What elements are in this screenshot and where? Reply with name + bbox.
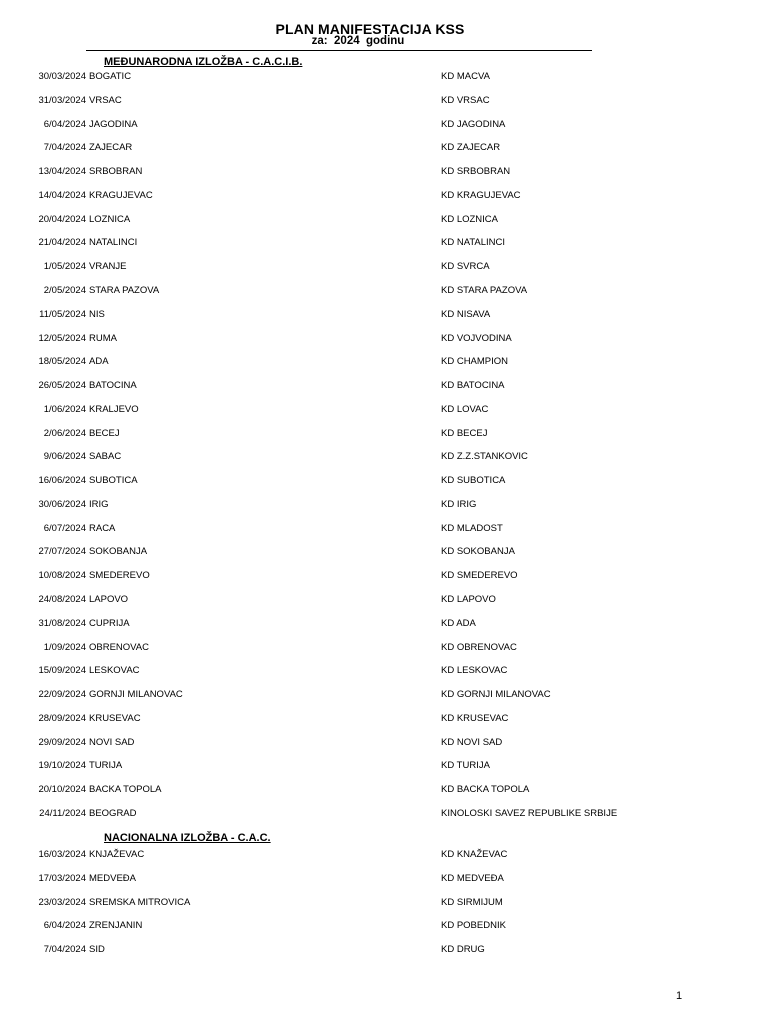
event-city: NOVI SAD	[89, 736, 135, 748]
event-city: ZRENJANIN	[89, 920, 143, 932]
organizing-club: KD NISAVA	[441, 308, 491, 320]
event-date: 24/11/2024	[39, 807, 86, 819]
event-date: 6/07/2024	[43, 522, 86, 534]
event-city: STARA PAZOVA	[89, 284, 160, 296]
organizing-club: KD BATOCINA	[441, 380, 505, 391]
event-city: TURIJA	[89, 760, 123, 772]
event-city: NIS	[89, 308, 105, 320]
event-date: 14/04/2024	[38, 189, 86, 201]
schedule-row	[0, 896, 768, 910]
page-number: 1	[676, 990, 683, 1002]
schedule-row	[0, 284, 768, 298]
schedule-row	[0, 70, 768, 84]
event-city: NATALINCI	[89, 237, 138, 249]
event-date: 11/05/2024	[39, 308, 86, 320]
schedule-row	[0, 617, 768, 631]
schedule-row	[0, 712, 768, 726]
schedule-row	[0, 848, 768, 862]
schedule-row	[0, 355, 768, 369]
section-heading: NACIONALNA IZLOŽBA - C.A.C.	[104, 832, 271, 844]
organizing-club: KD CHAMPION	[441, 356, 509, 368]
event-city: KNJAŽEVAC	[89, 849, 145, 860]
event-city: LESKOVAC	[89, 665, 140, 677]
event-date: 6/04/2024	[43, 920, 86, 932]
event-date: 28/09/2024	[38, 712, 86, 724]
schedule-row	[0, 593, 768, 607]
schedule-row	[0, 872, 768, 886]
organizing-club: KD KRAGUJEVAC	[441, 189, 521, 201]
organizing-club: KD LOZNICA	[441, 213, 499, 225]
event-city: BACKA TOPOLA	[89, 784, 162, 796]
event-city: BEOGRAD	[89, 807, 137, 819]
schedule-row	[0, 919, 768, 933]
event-date: 16/06/2024	[38, 475, 86, 487]
organizing-club: KD SRBOBRAN	[441, 166, 511, 178]
schedule-row	[0, 522, 768, 536]
schedule-row	[0, 545, 768, 559]
organizing-club: KD KRUSEVAC	[441, 712, 509, 724]
event-date: 24/08/2024	[38, 593, 86, 605]
title-underline-rule	[86, 50, 592, 51]
organizing-club: KD DRUG	[441, 944, 485, 956]
event-city: MEDVEĐA	[89, 872, 136, 884]
schedule-row	[0, 141, 768, 155]
event-city: BATOCINA	[89, 380, 137, 391]
schedule-row	[0, 943, 768, 957]
organizing-club: KD SVRCA	[441, 261, 490, 273]
event-date: 26/05/2024	[38, 380, 86, 391]
event-date: 1/09/2024	[43, 641, 86, 653]
organizing-club: KD OBRENOVAC	[441, 641, 517, 653]
schedule-row	[0, 807, 768, 821]
event-date: 16/03/2024	[38, 849, 86, 860]
document-title: PLAN MANIFESTACIJA KSS	[275, 21, 465, 37]
event-date: 18/05/2024	[38, 356, 86, 368]
organizing-club: KD VOJVODINA	[441, 332, 512, 344]
event-date: 2/05/2024	[43, 284, 86, 296]
event-city: SUBOTICA	[89, 475, 138, 487]
event-date: 21/04/2024	[38, 237, 86, 249]
organizing-club: KD LOVAC	[441, 403, 489, 415]
schedule-row	[0, 664, 768, 678]
schedule-row	[0, 260, 768, 274]
event-date: 30/06/2024	[38, 498, 86, 510]
organizing-club: KD GORNJI MILANOVAC	[441, 689, 551, 700]
event-city: SMEDEREVO	[89, 570, 150, 582]
event-city: LOZNICA	[89, 213, 131, 225]
organizing-club: KD IRIG	[441, 498, 477, 510]
organizing-club: KD SIRMIJUM	[441, 896, 503, 908]
event-date: 30/03/2024	[38, 71, 86, 82]
event-city: LAPOVO	[89, 593, 129, 605]
schedule-row	[0, 641, 768, 655]
event-city: SREMSKA MITROVICA	[89, 896, 191, 908]
schedule-row	[0, 189, 768, 203]
schedule-row	[0, 403, 768, 417]
event-date: 20/04/2024	[38, 213, 86, 225]
schedule-row	[0, 688, 768, 702]
event-date: 20/10/2024	[38, 784, 86, 796]
section-heading: MEĐUNARODNA IZLOŽBA - C.A.C.I.B.	[104, 56, 303, 68]
event-date: 15/09/2024	[38, 665, 86, 677]
event-date: 1/06/2024	[43, 403, 86, 415]
organizing-club: KD ADA	[441, 617, 476, 629]
organizing-club: KD BACKA TOPOLA	[441, 784, 530, 796]
organizing-club: KD ZAJECAR	[441, 142, 501, 154]
organizing-club: KINOLOSKI SAVEZ REPUBLIKE SRBIJE	[441, 807, 618, 819]
organizing-club: KD Z.Z.STANKOVIC	[441, 451, 528, 463]
event-date: 12/05/2024	[38, 332, 86, 344]
organizing-club: KD VRSAC	[441, 94, 490, 106]
organizing-club: KD STARA PAZOVA	[441, 284, 528, 296]
event-date: 17/03/2024	[38, 872, 86, 884]
organizing-club: KD MEDVEĐA	[441, 872, 504, 884]
event-city: ADA	[89, 356, 109, 368]
event-city: RACA	[89, 522, 116, 534]
event-date: 31/03/2024	[38, 94, 86, 106]
event-date: 1/05/2024	[43, 261, 86, 273]
schedule-row	[0, 498, 768, 512]
event-city: SOKOBANJA	[89, 546, 148, 558]
event-city: SID	[89, 944, 105, 956]
organizing-club: KD POBEDNIK	[441, 920, 506, 932]
document-subtitle: za: 2024 godinu	[311, 35, 405, 47]
organizing-club: KD SOKOBANJA	[441, 546, 515, 558]
schedule-row	[0, 736, 768, 750]
schedule-row	[0, 569, 768, 583]
event-city: ZAJECAR	[89, 142, 133, 154]
organizing-club: KD KNAŽEVAC	[441, 849, 508, 860]
event-date: 7/04/2024	[43, 142, 86, 154]
event-city: JAGODINA	[89, 118, 138, 130]
schedule-row	[0, 94, 768, 108]
event-date: 7/04/2024	[43, 944, 86, 956]
organizing-club: KD BECEJ	[441, 427, 488, 439]
event-date: 19/10/2024	[38, 760, 86, 772]
event-city: BOGATIC	[89, 71, 132, 82]
organizing-club: KD LESKOVAC	[441, 665, 508, 677]
schedule-row	[0, 118, 768, 132]
organizing-club: KD NOVI SAD	[441, 736, 503, 748]
event-date: 22/09/2024	[38, 689, 86, 700]
organizing-club: KD SUBOTICA	[441, 475, 506, 487]
event-city: KRALJEVO	[89, 403, 139, 415]
event-city: SABAC	[89, 451, 122, 463]
event-date: 9/06/2024	[43, 451, 86, 463]
schedule-row	[0, 379, 768, 393]
event-date: 29/09/2024	[38, 736, 86, 748]
schedule-row	[0, 165, 768, 179]
schedule-row	[0, 759, 768, 773]
schedule-row	[0, 332, 768, 346]
organizing-club: KD NATALINCI	[441, 237, 506, 249]
organizing-club: KD LAPOVO	[441, 593, 496, 605]
organizing-club: KD MLADOST	[441, 522, 503, 534]
event-city: KRAGUJEVAC	[89, 189, 153, 201]
event-date: 31/08/2024	[38, 617, 86, 629]
organizing-club: KD JAGODINA	[441, 118, 506, 130]
event-city: CUPRIJA	[89, 617, 130, 629]
schedule-row	[0, 783, 768, 797]
event-date: 13/04/2024	[38, 166, 86, 178]
schedule-row	[0, 474, 768, 488]
event-city: VRSAC	[89, 94, 122, 106]
event-city: GORNJI MILANOVAC	[89, 689, 183, 700]
event-city: KRUSEVAC	[89, 712, 141, 724]
schedule-row	[0, 236, 768, 250]
event-city: OBRENOVAC	[89, 641, 150, 653]
schedule-row	[0, 213, 768, 227]
event-date: 6/04/2024	[43, 118, 86, 130]
event-city: BECEJ	[89, 427, 120, 439]
organizing-club: KD MACVA	[441, 71, 490, 82]
event-date: 23/03/2024	[38, 896, 86, 908]
event-city: IRIG	[89, 498, 109, 510]
schedule-row	[0, 450, 768, 464]
event-date: 10/08/2024	[38, 570, 86, 582]
event-date: 2/06/2024	[43, 427, 86, 439]
schedule-row	[0, 308, 768, 322]
organizing-club: KD TURIJA	[441, 760, 490, 772]
event-city: RUMA	[89, 332, 117, 344]
event-date: 27/07/2024	[38, 546, 86, 558]
event-city: VRANJE	[89, 261, 127, 273]
schedule-row	[0, 427, 768, 441]
event-city: SRBOBRAN	[89, 166, 143, 178]
organizing-club: KD SMEDEREVO	[441, 570, 518, 582]
